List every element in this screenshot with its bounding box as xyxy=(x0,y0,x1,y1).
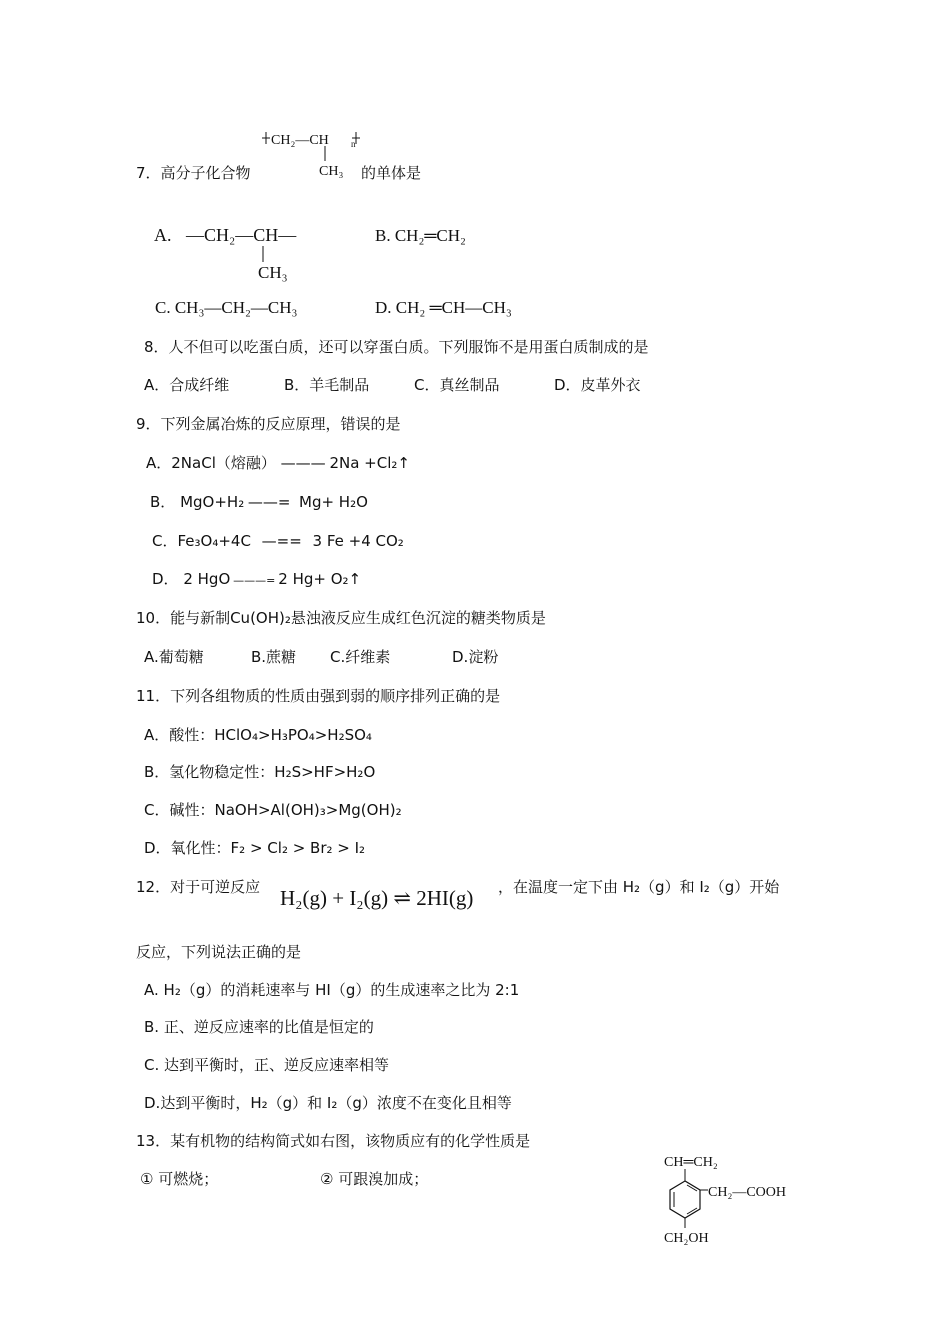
reaction-arrow-icon: ——— xyxy=(280,454,326,472)
q10-option-d[interactable]: D.淀粉 xyxy=(452,648,499,666)
q11-stem: 11．下列各组物质的性质由强到弱的顺序排列正确的是 xyxy=(136,687,501,705)
q10-option-a[interactable]: A.葡萄糖 xyxy=(144,648,204,666)
q11-option-c[interactable]: C．碱性：NaOH>Al(OH)₃>Mg(OH)₂ xyxy=(144,801,402,819)
q7-polymer-n: n xyxy=(351,139,356,149)
q12-stem-prefix: 12．对于可逆反应 xyxy=(136,878,261,896)
q7-polymer-branch: CH₃ xyxy=(319,164,344,179)
q9-option-d-label: D． xyxy=(152,570,179,588)
q11-option-b[interactable]: B．氢化物稳定性：H₂S>HF>H₂O xyxy=(144,763,376,781)
q7-option-a-branch: CH₃ xyxy=(258,263,288,282)
q9-option-b-label: B． xyxy=(150,493,176,511)
q12-stem-continued: 反应，下列说法正确的是 xyxy=(136,943,302,961)
q9-option-c[interactable] xyxy=(152,531,404,551)
q7-option-c[interactable]: C. CH₃—CH₂—CH₃ xyxy=(155,298,298,317)
q9-option-b[interactable] xyxy=(150,492,368,512)
q8-option-b[interactable]: B．羊毛制品 xyxy=(284,376,370,394)
q8-stem: 8．人不但可以吃蛋白质，还可以穿蛋白质。下列服饰不是用蛋白质制成的是 xyxy=(144,338,649,356)
q12-option-b[interactable]: B. 正、逆反应速率的比值是恒定的 xyxy=(144,1018,374,1036)
q10-option-b[interactable]: B.蔗糖 xyxy=(251,648,297,666)
q9-option-a-products: 2Na +Cl₂↑ xyxy=(329,454,410,472)
q10-option-c[interactable]: C.纤维素 xyxy=(330,648,391,666)
reaction-arrow-icon: ——= xyxy=(247,493,291,511)
q9-option-a[interactable] xyxy=(146,453,410,473)
q7-option-b[interactable]: B. CH₂═CH₂ xyxy=(375,226,466,245)
q9-option-b-reactants: MgO+H₂ xyxy=(180,493,245,511)
q7-option-a-formula: —CH₂—CH— xyxy=(186,225,297,245)
q9-option-d[interactable] xyxy=(152,569,361,591)
q12-option-c[interactable]: C. 达到平衡时，正、逆反应速率相等 xyxy=(144,1056,390,1074)
q7-polymer-main: CH₂—CH xyxy=(271,133,329,148)
q10-stem: 10．能与新制Cu(OH)₂悬浊液反应生成红色沉淀的糖类物质是 xyxy=(136,609,546,627)
q13-hydroxymethyl-group: CH₂OH xyxy=(664,1231,709,1246)
q11-option-a[interactable]: A．酸性：HClO₄>H₃PO₄>H₂SO₄ xyxy=(144,726,372,744)
q7-stem-suffix: 的单体是 xyxy=(361,164,422,182)
q9-option-b-products: Mg+ H₂O xyxy=(299,493,368,511)
q8-option-d[interactable]: D．皮革外衣 xyxy=(554,376,641,394)
q12-option-a[interactable]: A. H₂（g）的消耗速率与 HI（g）的生成速率之比为 2:1 xyxy=(144,981,520,999)
q13-structure-diagram xyxy=(640,1148,810,1248)
q7-option-a[interactable] xyxy=(150,222,350,284)
q9-option-c-reactants: Fe₃O₄+4C xyxy=(177,532,251,550)
q13-item-2[interactable]: ② 可跟溴加成； xyxy=(320,1170,429,1188)
q12-equation: H₂(g) + I₂(g) ⇌ 2HI(g) xyxy=(280,886,474,910)
q11-option-d[interactable]: D．氧化性：F₂ > Cl₂ > Br₂ > I₂ xyxy=(144,839,366,857)
q7-option-d[interactable]: D. CH₂ ═CH—CH₃ xyxy=(375,298,512,317)
q9-option-d-products: 2 Hg+ O₂↑ xyxy=(278,570,362,588)
q12-stem-suffix: ，在温度一定下由 H₂（g）和 I₂（g）开始 xyxy=(498,878,780,896)
q7-polymer-structure xyxy=(262,124,372,182)
q13-vinyl-group: CH═CH₂ xyxy=(664,1155,718,1170)
q9-option-d-reactants: 2 HgO xyxy=(183,570,231,588)
q9-stem: 9．下列金属冶炼的反应原理，错误的是 xyxy=(136,415,401,433)
q9-option-c-products: 3 Fe +4 CO₂ xyxy=(312,532,404,550)
q13-acid-group: CH₂—COOH xyxy=(708,1185,786,1200)
q13-stem: 13．某有机物的结构简式如右图，该物质应有的化学性质是 xyxy=(136,1132,531,1150)
q9-option-a-reactants: 2NaCl（熔融） xyxy=(171,454,276,472)
reaction-arrow-icon: —== xyxy=(261,532,302,550)
q9-option-a-label: A． xyxy=(146,454,172,472)
q8-option-a[interactable]: A．合成纤维 xyxy=(144,376,230,394)
q7-option-a-label: A. xyxy=(154,225,172,245)
q8-option-c[interactable]: C．真丝制品 xyxy=(414,376,500,394)
q9-option-c-label: C． xyxy=(152,532,178,550)
reaction-arrow-icon: ———= xyxy=(233,574,276,587)
q13-item-1[interactable]: ① 可燃烧； xyxy=(140,1170,219,1188)
q12-option-d[interactable]: D.达到平衡时，H₂（g）和 I₂（g）浓度不在变化且相等 xyxy=(144,1094,512,1112)
q7-stem-prefix: 7．高分子化合物 xyxy=(136,164,251,182)
